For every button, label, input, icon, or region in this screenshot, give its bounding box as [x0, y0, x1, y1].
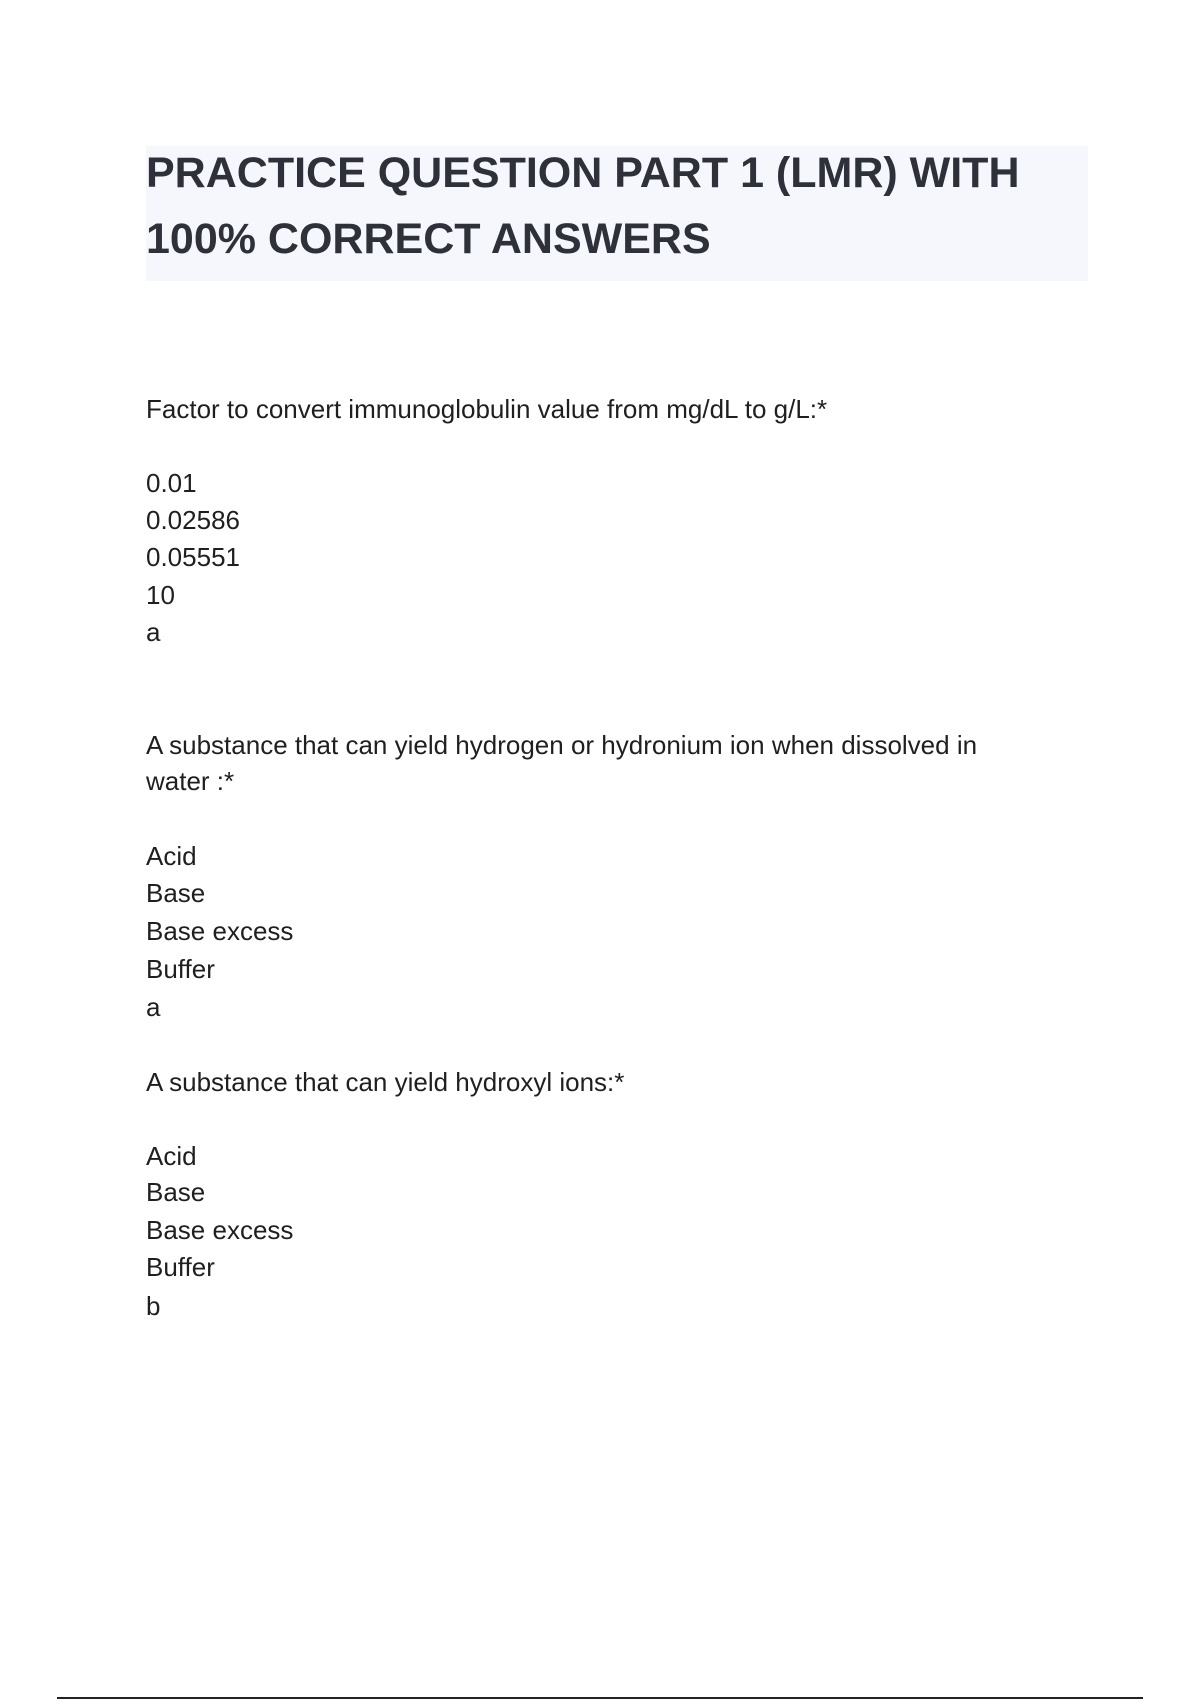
- question-1-option-1: 0.01: [146, 468, 197, 498]
- title-line-1: PRACTICE QUESTION PART 1 (LMR) WITH: [146, 149, 1020, 197]
- question-3-prompt: A substance that can yield hydroxyl ions:*: [146, 1067, 625, 1097]
- question-1-answer: a: [146, 617, 161, 647]
- question-3-option-3: Base excess: [146, 1215, 294, 1245]
- question-1-option-4: 10: [146, 580, 175, 610]
- document-title: [146, 146, 1088, 281]
- question-1-option-3: 0.05551: [146, 542, 240, 572]
- question-2-prompt-line-2: water :*: [146, 766, 235, 796]
- question-3-option-4: Buffer: [146, 1252, 215, 1282]
- question-2-option-1: Acid: [146, 841, 197, 871]
- question-2-option-2: Base: [146, 878, 206, 908]
- question-1-prompt: Factor to convert immunoglobulin value from mg/dL to g/L:*: [146, 394, 828, 424]
- question-3-option-1: Acid: [146, 1141, 197, 1171]
- question-3-answer: b: [146, 1291, 161, 1321]
- question-2-prompt-line-1: A substance that can yield hydrogen or hydronium ion when dissolved in: [146, 730, 978, 760]
- question-2-option-4: Buffer: [146, 954, 215, 984]
- question-3-option-2: Base: [146, 1177, 206, 1207]
- question-1-option-2: 0.02586: [146, 505, 240, 535]
- bottom-rule: [57, 1697, 1143, 1699]
- title-line-2: 100% CORRECT ANSWERS: [146, 215, 711, 263]
- question-2-answer: a: [146, 992, 161, 1022]
- question-2-option-3: Base excess: [146, 916, 294, 946]
